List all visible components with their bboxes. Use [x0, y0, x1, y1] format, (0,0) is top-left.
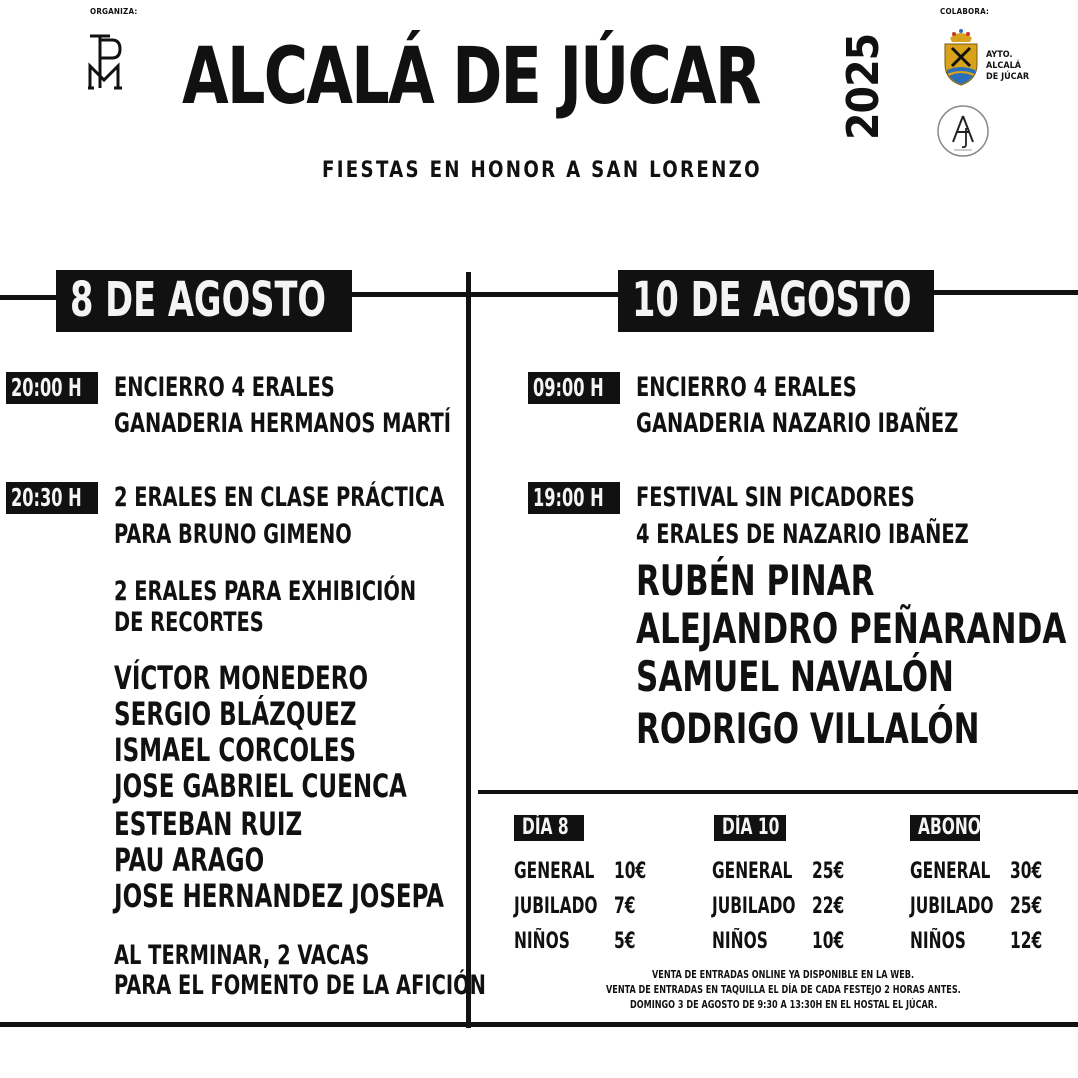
price-label: GENERAL: [712, 859, 793, 884]
date-header-8: [56, 270, 352, 332]
year-label: 2025: [838, 33, 889, 140]
participant-name: SERGIO BLÁZQUEZ: [114, 695, 357, 733]
price-label: JUBILADO: [910, 894, 994, 919]
ayto-line: ALCALÁ: [986, 61, 1022, 71]
participant-name: ISMAEL CORCOLES: [114, 731, 357, 769]
price-value: 25€: [1010, 894, 1043, 919]
footer-note: VENTA DE ENTRADAS ONLINE YA DISPONIBLE EN LA WEB.: [652, 968, 915, 981]
divider-right-top: [930, 290, 1078, 295]
footer-note: VENTA DE ENTRADAS EN TAQUILLA EL DÍA DE CADA FESTEJO 2 HORAS ANTES.: [606, 983, 961, 996]
participant-name: JOSE HERNANDEZ JOSEPA: [114, 877, 444, 915]
price-divider: [478, 790, 1078, 794]
page-title: ALCALÁ DE JÚCAR: [182, 32, 760, 122]
bottom-divider: [0, 1022, 1078, 1027]
price-header-dia8: DÍA 8: [514, 815, 584, 841]
event-line: GANADERIA NAZARIO IBAÑEZ: [636, 408, 959, 439]
price-value: 12€: [1010, 929, 1043, 954]
participant-name: PAU ARAGO: [114, 841, 265, 879]
exhibition-line: 2 ERALES PARA EXHIBICIÓN: [114, 576, 417, 607]
price-value: 10€: [812, 929, 845, 954]
date-text: 8 DE AGOSTO: [70, 272, 327, 328]
price-label: GENERAL: [910, 859, 991, 884]
town-shield-icon: [942, 28, 980, 86]
event-line: PARA BRUNO GIMENO: [114, 519, 352, 550]
price-value: 10€: [614, 859, 647, 884]
organiza-label: ORGANIZA:: [90, 7, 138, 16]
divider-left-top: [0, 295, 60, 300]
price-label: NIÑOS: [514, 929, 570, 954]
ayto-text: [986, 50, 1029, 83]
event-line: GANADERIA HERMANOS MARTÍ: [114, 408, 451, 439]
price-value: 25€: [812, 859, 845, 884]
closing-line: AL TERMINAR, 2 VACAS: [114, 940, 370, 971]
seal-logo-icon: [936, 104, 990, 158]
event-line: ENCIERRO 4 ERALES: [114, 372, 335, 403]
date-text: 10 DE AGOSTO: [632, 272, 912, 328]
ayto-line: AYTO.: [986, 50, 1013, 60]
price-value: 5€: [614, 929, 636, 954]
time-badge: 20:30 H: [6, 482, 98, 514]
time-badge: 19:00 H: [528, 482, 620, 514]
participant-name: ESTEBAN RUIZ: [114, 805, 303, 843]
price-label: GENERAL: [514, 859, 595, 884]
price-header-abono: ABONO: [910, 815, 980, 841]
divider-mid-top: [340, 292, 620, 297]
event-line: ENCIERRO 4 ERALES: [636, 372, 857, 403]
torero-name: RODRIGO VILLALÓN: [636, 704, 980, 753]
tpm-logo-icon: [86, 32, 132, 92]
center-divider: [466, 272, 471, 1028]
price-label: JUBILADO: [514, 894, 598, 919]
torero-name: RUBÉN PINAR: [636, 556, 875, 605]
participant-name: JOSE GABRIEL CUENCA: [114, 767, 407, 805]
event-line: 4 ERALES DE NAZARIO IBAÑEZ: [636, 519, 969, 550]
event-line: FESTIVAL SIN PICADORES: [636, 482, 915, 513]
price-header-dia10: DÍA 10: [714, 815, 786, 841]
price-label: NIÑOS: [712, 929, 768, 954]
participant-name: VÍCTOR MONEDERO: [114, 659, 369, 697]
time-badge: 20:00 H: [6, 372, 98, 404]
ayto-line: DE JÚCAR: [986, 72, 1030, 82]
footer-note: DOMINGO 3 DE AGOSTO DE 9:30 A 13:30H EN EL HOSTAL EL JÚCAR.: [630, 998, 938, 1011]
torero-name: SAMUEL NAVALÓN: [636, 652, 954, 701]
price-label: JUBILADO: [712, 894, 796, 919]
price-value: 22€: [812, 894, 845, 919]
price-label: NIÑOS: [910, 929, 966, 954]
exhibition-line: DE RECORTES: [114, 607, 264, 638]
price-value: 30€: [1010, 859, 1043, 884]
time-badge: 09:00 H: [528, 372, 620, 404]
event-line: 2 ERALES EN CLASE PRÁCTICA: [114, 482, 445, 513]
closing-line: PARA EL FOMENTO DE LA AFICIÓN: [114, 970, 486, 1001]
torero-name: ALEJANDRO PEÑARANDA: [636, 604, 1067, 653]
subtitle: FIESTAS EN HONOR A SAN LORENZO: [322, 158, 762, 183]
date-header-10: [618, 270, 934, 332]
price-value: 7€: [614, 894, 636, 919]
colabora-label: COLABORA:: [940, 7, 990, 16]
